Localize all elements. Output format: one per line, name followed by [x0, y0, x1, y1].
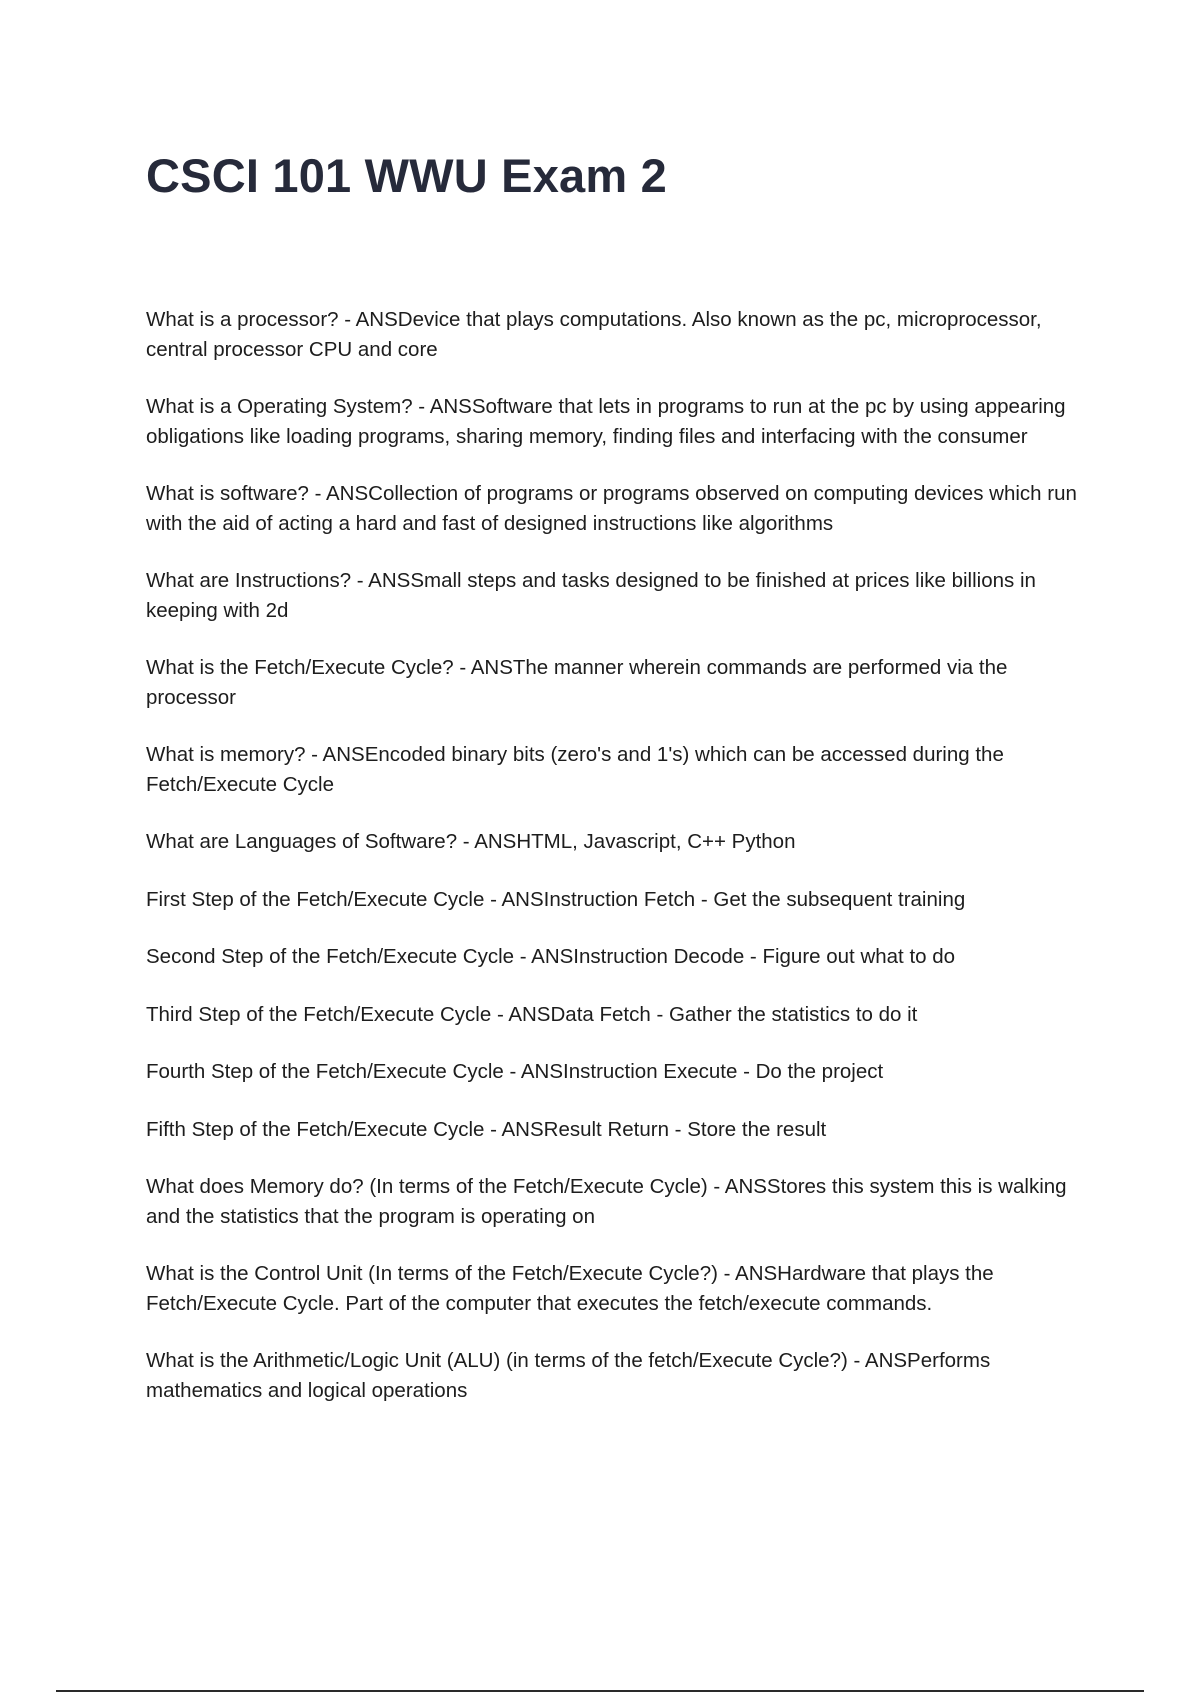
qa-item: What is the Control Unit (In terms of the Fetch/Execute Cycle?) - ANSHardware that plays the Fetch/Execute Cycle. Part of the computer that executes the fetch/execute commands.: [146, 1262, 994, 1315]
qa-item: Fifth Step of the Fetch/Execute Cycle - ANSResult Return - Store the result: [146, 1117, 827, 1141]
qa-item: What is a processor? - ANSDevice that plays computations. Also known as the pc, microprocessor, central processor CPU and core: [146, 308, 1042, 361]
qa-item: First Step of the Fetch/Execute Cycle - ANSInstruction Fetch - Get the subsequent training: [146, 887, 966, 911]
qa-item: Third Step of the Fetch/Execute Cycle - ANSData Fetch - Gather the statistics to do it: [146, 1002, 918, 1026]
footer-divider: [56, 1690, 1144, 1692]
qa-item: Fourth Step of the Fetch/Execute Cycle - ANSInstruction Execute - Do the project: [146, 1060, 884, 1083]
document-title: CSCI 101 WWU Exam 2: [146, 149, 667, 202]
qa-item: What does Memory do? (In terms of the Fetch/Execute Cycle) - ANSStores this system this is walking and the statistics that the program is operating on: [146, 1175, 1067, 1228]
qa-item: What is a Operating System? - ANSSoftware that lets in programs to run at the pc by using appearing obligations like loading programs, sharing memory, finding files and interfacing with the consumer: [146, 395, 1066, 448]
qa-item: What are Languages of Software? - ANSHTML, Javascript, C++ Python: [146, 830, 796, 853]
qa-item: What are Instructions? - ANSSmall steps and tasks designed to be finished at prices like billions in keeping with 2d: [146, 569, 1036, 622]
qa-list: [146, 305, 1096, 1433]
qa-item: Second Step of the Fetch/Execute Cycle - ANSInstruction Decode - Figure out what to do: [146, 945, 956, 968]
qa-item: What is the Arithmetic/Logic Unit (ALU) (in terms of the fetch/Execute Cycle?) - ANSPerforms mathematics and logical operations: [146, 1349, 991, 1402]
qa-item: What is software? - ANSCollection of programs or programs observed on computing devices which run with the aid of acting a hard and fast of designed instructions like algorithms: [146, 482, 1077, 535]
qa-item: What is the Fetch/Execute Cycle? - ANSThe manner wherein commands are performed via the processor: [146, 656, 1008, 709]
qa-item: What is memory? - ANSEncoded binary bits (zero's and 1's) which can be accessed during the Fetch/Execute Cycle: [146, 743, 1004, 796]
